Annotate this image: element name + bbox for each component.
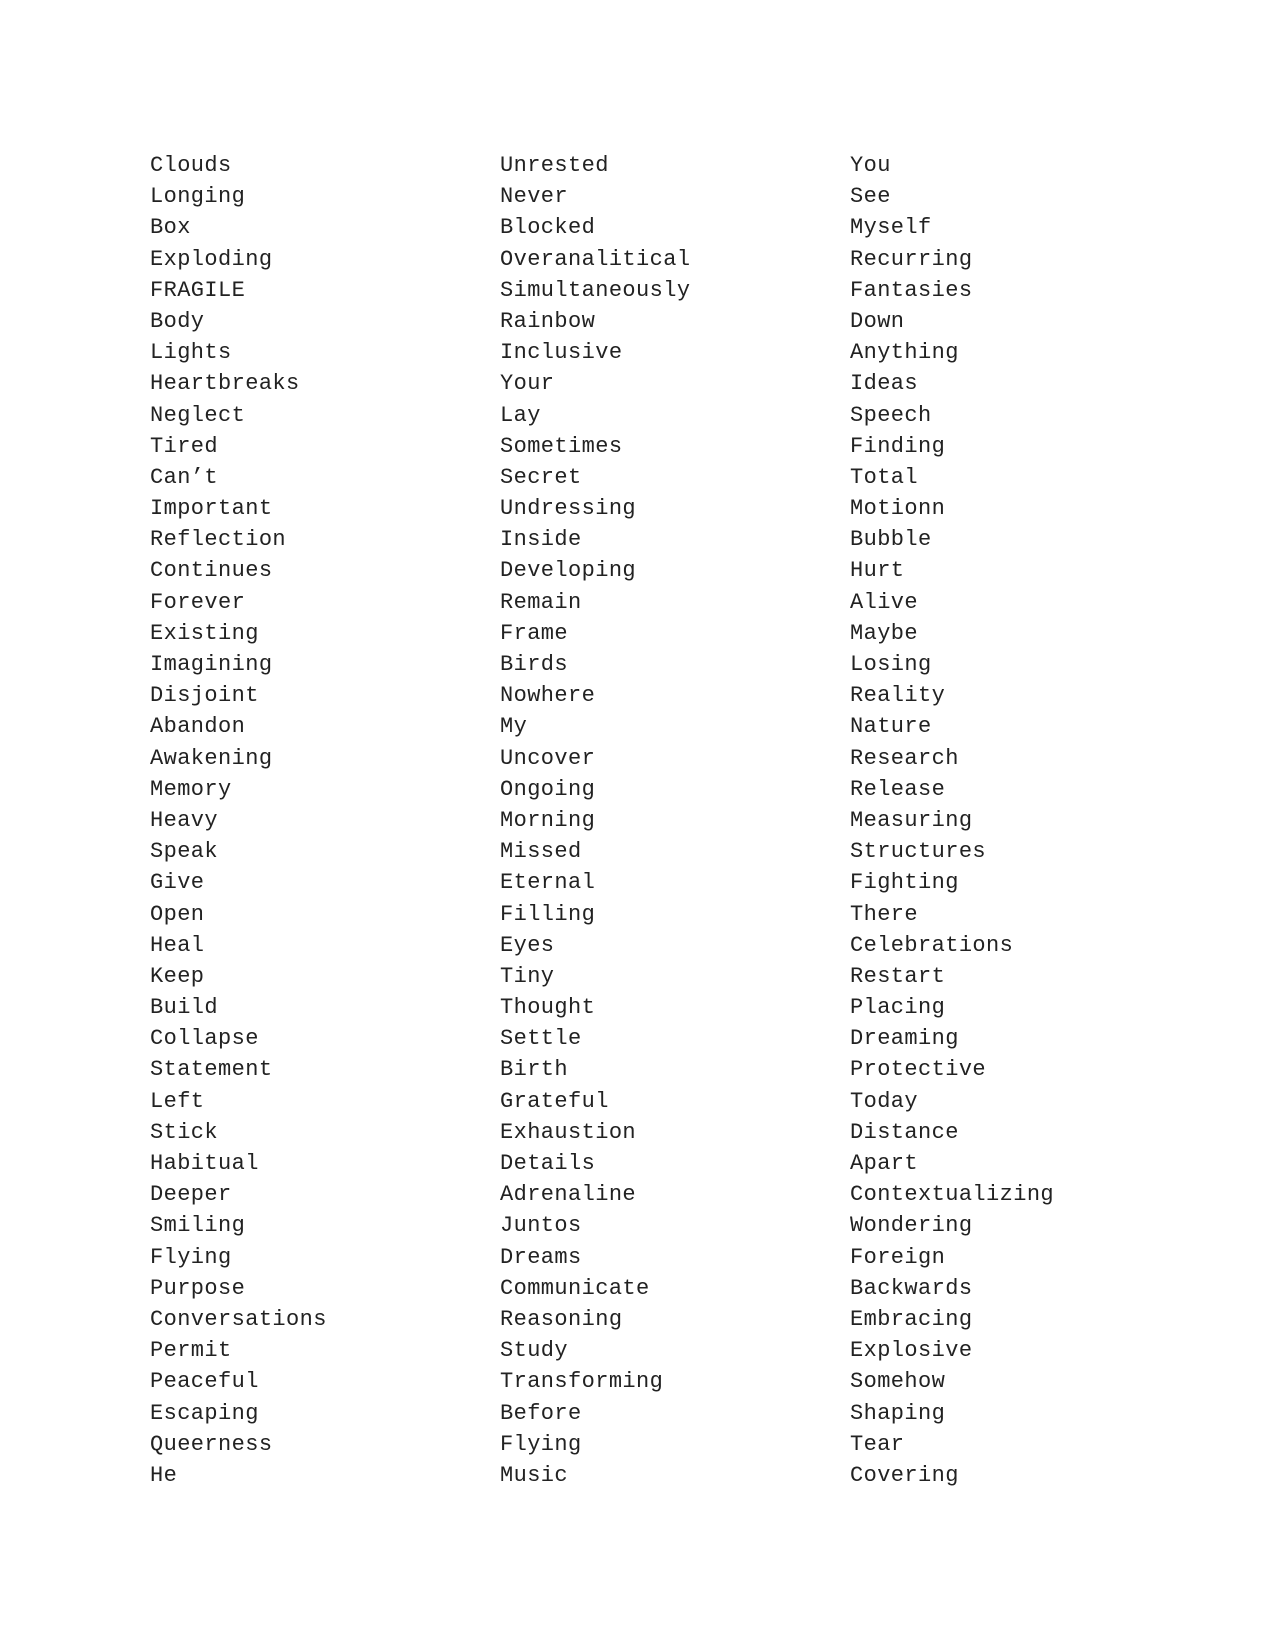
word-item: Heal xyxy=(150,932,205,958)
word-item: Secret xyxy=(500,464,582,490)
word-item: Apart xyxy=(850,1151,919,1176)
word-item: Important xyxy=(150,496,273,522)
word-item: Can’t xyxy=(150,464,219,490)
word-item: Sometimes xyxy=(500,433,623,459)
word-item: There xyxy=(850,901,919,927)
word-item: Build xyxy=(150,995,219,1021)
word-item: Bubble xyxy=(850,527,932,553)
word-column-2 xyxy=(500,150,690,1491)
word-item: Undressing xyxy=(500,496,637,522)
word-item: Speak xyxy=(150,839,219,865)
word-item: Distance xyxy=(850,1119,959,1145)
word-item: Heartbreaks xyxy=(150,371,300,397)
word-item: Motionn xyxy=(850,496,946,522)
word-item: Details xyxy=(500,1151,596,1176)
word-item: Smiling xyxy=(150,1213,246,1239)
word-item: Purpose xyxy=(150,1275,246,1301)
word-item: Imagining xyxy=(150,652,273,677)
word-item: Losing xyxy=(850,652,932,677)
word-item: Overanalitical xyxy=(500,246,691,272)
word-item: Protective xyxy=(850,1057,987,1083)
word-item: Give xyxy=(150,870,205,896)
word-item: Open xyxy=(150,901,205,927)
word-item: Tear xyxy=(850,1431,905,1457)
word-item: Permit xyxy=(150,1338,232,1364)
word-item: Inside xyxy=(500,527,582,553)
word-item: Somehow xyxy=(850,1369,946,1395)
word-item: Speech xyxy=(850,402,932,428)
word-item: Never xyxy=(500,184,569,210)
word-item: Structures xyxy=(850,839,987,865)
word-item: Measuring xyxy=(850,807,973,833)
word-item: Eyes xyxy=(500,932,555,958)
word-item: Embracing xyxy=(850,1306,973,1332)
word-item: Inclusive xyxy=(500,340,623,366)
word-item: Left xyxy=(150,1088,205,1114)
word-item: Existing xyxy=(150,620,259,646)
word-item: Lay xyxy=(500,402,541,428)
word-item: Disjoint xyxy=(150,683,259,709)
word-item: Finding xyxy=(850,433,946,459)
word-item: Filling xyxy=(500,901,596,927)
word-item: Thought xyxy=(500,995,596,1021)
word-item: Forever xyxy=(150,589,246,615)
word-item: Escaping xyxy=(150,1400,259,1426)
word-column-3 xyxy=(850,150,1054,1491)
word-item: Longing xyxy=(150,184,246,210)
word-item: Shaping xyxy=(850,1400,946,1426)
word-item: Ideas xyxy=(850,371,919,397)
word-item: Study xyxy=(500,1338,569,1364)
word-item: Tired xyxy=(150,433,219,459)
word-item: Remain xyxy=(500,589,582,615)
word-item: Peaceful xyxy=(150,1369,259,1395)
word-item: Birds xyxy=(500,652,569,677)
word-item: Statement xyxy=(150,1057,273,1083)
word-item: Birth xyxy=(500,1057,569,1083)
word-item: Memory xyxy=(150,776,232,802)
word-item: Reasoning xyxy=(500,1306,623,1332)
word-item: Uncover xyxy=(500,745,596,771)
word-item: Flying xyxy=(500,1431,582,1457)
word-item: Missed xyxy=(500,839,582,865)
word-item: Nowhere xyxy=(500,683,596,709)
word-item: My xyxy=(500,714,528,740)
word-item: Dreams xyxy=(500,1244,582,1270)
word-item: Frame xyxy=(500,620,569,646)
word-item: Myself xyxy=(850,215,932,241)
word-item: Today xyxy=(850,1088,919,1114)
word-item: Your xyxy=(500,371,555,397)
word-item: Continues xyxy=(150,558,273,584)
word-item: FRAGILE xyxy=(150,277,246,303)
word-item: Lights xyxy=(150,340,232,366)
word-item: Queerness xyxy=(150,1431,273,1457)
word-item: You xyxy=(850,153,891,178)
word-item: Abandon xyxy=(150,714,246,740)
word-item: Backwards xyxy=(850,1275,973,1301)
word-item: Down xyxy=(850,308,905,334)
word-item: Communicate xyxy=(500,1275,650,1301)
word-item: Contextualizing xyxy=(850,1182,1055,1208)
word-item: Before xyxy=(500,1400,582,1426)
word-item: Box xyxy=(150,215,191,241)
word-item: He xyxy=(150,1462,178,1488)
word-item: Unrested xyxy=(500,153,609,178)
word-item: Exploding xyxy=(150,246,273,272)
word-item: Restart xyxy=(850,963,946,989)
word-item: Recurring xyxy=(850,246,973,272)
word-item: Heavy xyxy=(150,807,219,833)
word-item: Placing xyxy=(850,995,946,1021)
word-item: Dreaming xyxy=(850,1026,959,1052)
word-item: Juntos xyxy=(500,1213,582,1239)
word-item: Alive xyxy=(850,589,919,615)
word-item: Settle xyxy=(500,1026,582,1052)
word-item: Reality xyxy=(850,683,946,709)
word-item: Awakening xyxy=(150,745,273,771)
word-item: Collapse xyxy=(150,1026,259,1052)
word-item: Flying xyxy=(150,1244,232,1270)
word-item: Maybe xyxy=(850,620,919,646)
word-item: Blocked xyxy=(500,215,596,241)
word-item: Foreign xyxy=(850,1244,946,1270)
word-item: Covering xyxy=(850,1462,959,1488)
word-item: Adrenaline xyxy=(500,1182,637,1208)
word-item: Grateful xyxy=(500,1088,609,1114)
word-item: Body xyxy=(150,308,205,334)
word-item: Stick xyxy=(150,1119,219,1145)
word-item: Rainbow xyxy=(500,308,596,334)
word-item: Nature xyxy=(850,714,932,740)
word-item: Research xyxy=(850,745,959,771)
word-column-1 xyxy=(150,150,327,1491)
word-item: Explosive xyxy=(850,1338,973,1364)
word-item: Tiny xyxy=(500,963,555,989)
word-item: Reflection xyxy=(150,527,287,553)
word-item: Celebrations xyxy=(850,932,1014,958)
word-item: Release xyxy=(850,776,946,802)
word-item: Keep xyxy=(150,963,205,989)
word-item: Deeper xyxy=(150,1182,232,1208)
word-item: Wondering xyxy=(850,1213,973,1239)
word-item: Morning xyxy=(500,807,596,833)
word-item: Conversations xyxy=(150,1306,327,1332)
word-item: Exhaustion xyxy=(500,1119,637,1145)
word-item: Ongoing xyxy=(500,776,596,802)
word-item: Eternal xyxy=(500,870,596,896)
word-item: Music xyxy=(500,1462,569,1488)
word-item: Neglect xyxy=(150,402,246,428)
word-item: Fighting xyxy=(850,870,959,896)
word-item: Total xyxy=(850,464,919,490)
word-item: See xyxy=(850,184,891,210)
word-item: Hurt xyxy=(850,558,905,584)
word-item: Clouds xyxy=(150,153,232,178)
word-item: Developing xyxy=(500,558,637,584)
word-item: Simultaneously xyxy=(500,277,691,303)
word-item: Habitual xyxy=(150,1151,259,1176)
word-item: Fantasies xyxy=(850,277,973,303)
word-item: Transforming xyxy=(500,1369,664,1395)
word-item: Anything xyxy=(850,340,959,366)
